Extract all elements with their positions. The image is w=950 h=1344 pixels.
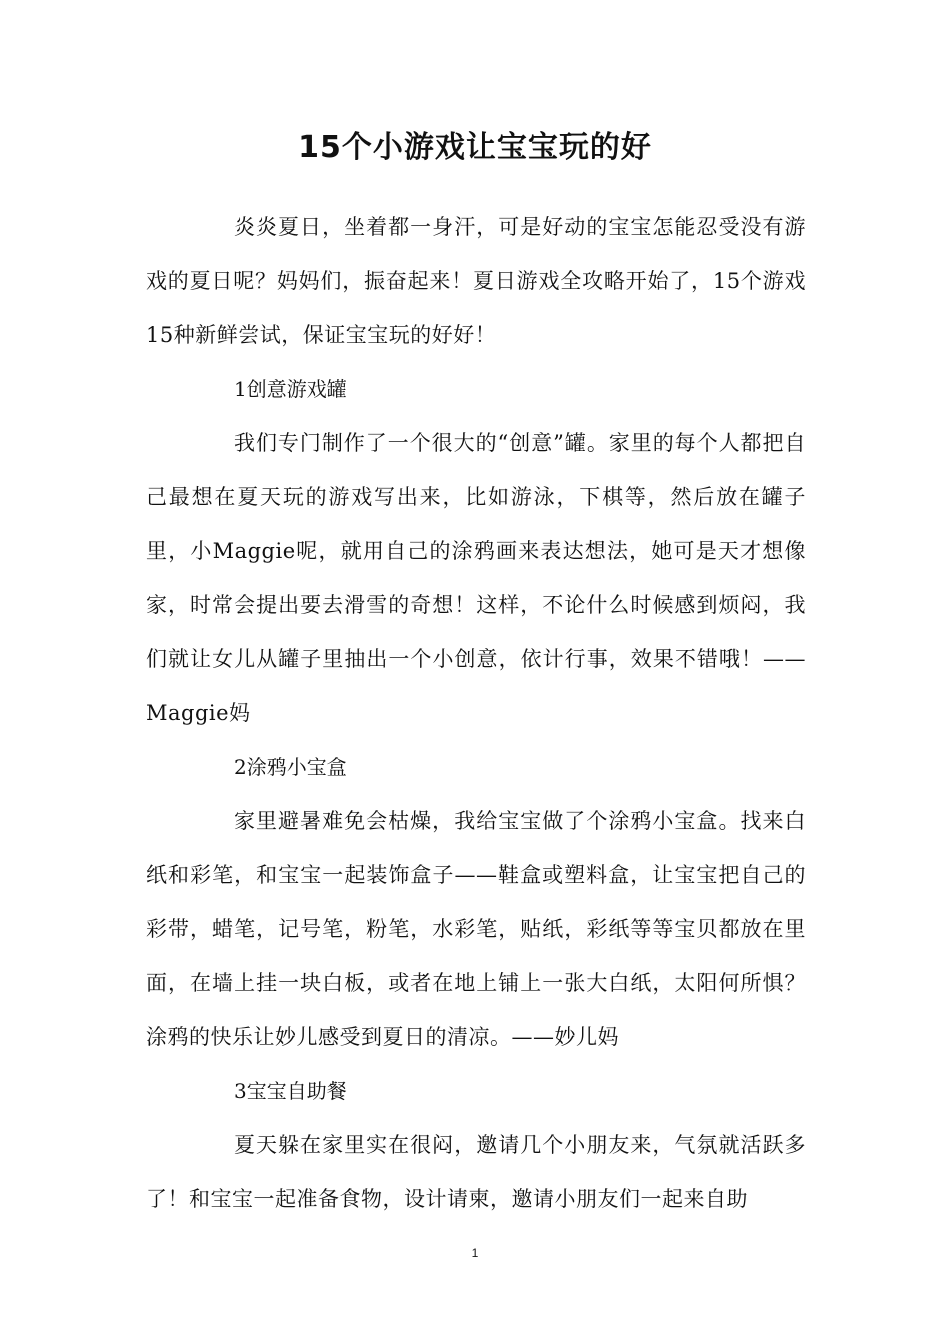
section-paragraph: 夏天躲在家里实在很闷，邀请几个小朋友来，气氛就活跃多了！和宝宝一起准备食物，设计请柬，邀请小朋友们一起来自助: [146, 1133, 806, 1211]
section-heading: 1创意游戏罐: [234, 377, 347, 401]
document-title: 15个小游戏让宝宝玩的好: [298, 130, 652, 165]
section-heading: 3宝宝自助餐: [234, 1079, 347, 1103]
intro-paragraph: 炎炎夏日，坐着都一身汗，可是好动的宝宝怎能忍受没有游戏的夏日呢？妈妈们，振奋起来！夏日游戏全攻略开始了，15个游戏15种新鲜尝试，保证宝宝玩的好好！: [146, 215, 806, 347]
document-body: [146, 200, 806, 1226]
section-paragraph: 我们专门制作了一个很大的“创意”罐。家里的每个人都把自己最想在夏天玩的游戏写出来，比如游泳，下棋等，然后放在罐子里，小Maggie呢，就用自己的涂鸦画来表达想法，她可是天才想像家，时常会提出要去滑雪的奇想！这样，不论什么时候感到烦闷，我们就让女儿从罐子里抽出一个小创意，依计行事，效果不错哦！——Maggie妈: [146, 431, 806, 725]
section-heading: 2涂鸦小宝盒: [234, 755, 347, 779]
section-paragraph: 家里避暑难免会枯燥，我给宝宝做了个涂鸦小宝盒。找来白纸和彩笔，和宝宝一起装饰盒子——鞋盒或塑料盒，让宝宝把自己的彩带，蜡笔，记号笔，粉笔，水彩笔，贴纸，彩纸等等宝贝都放在里面，在墙上挂一块白板，或者在地上铺上一张大白纸，太阳何所惧？涂鸦的快乐让妙儿感受到夏日的清凉。——妙儿妈: [146, 809, 806, 1049]
page-number: 1: [471, 1246, 479, 1260]
